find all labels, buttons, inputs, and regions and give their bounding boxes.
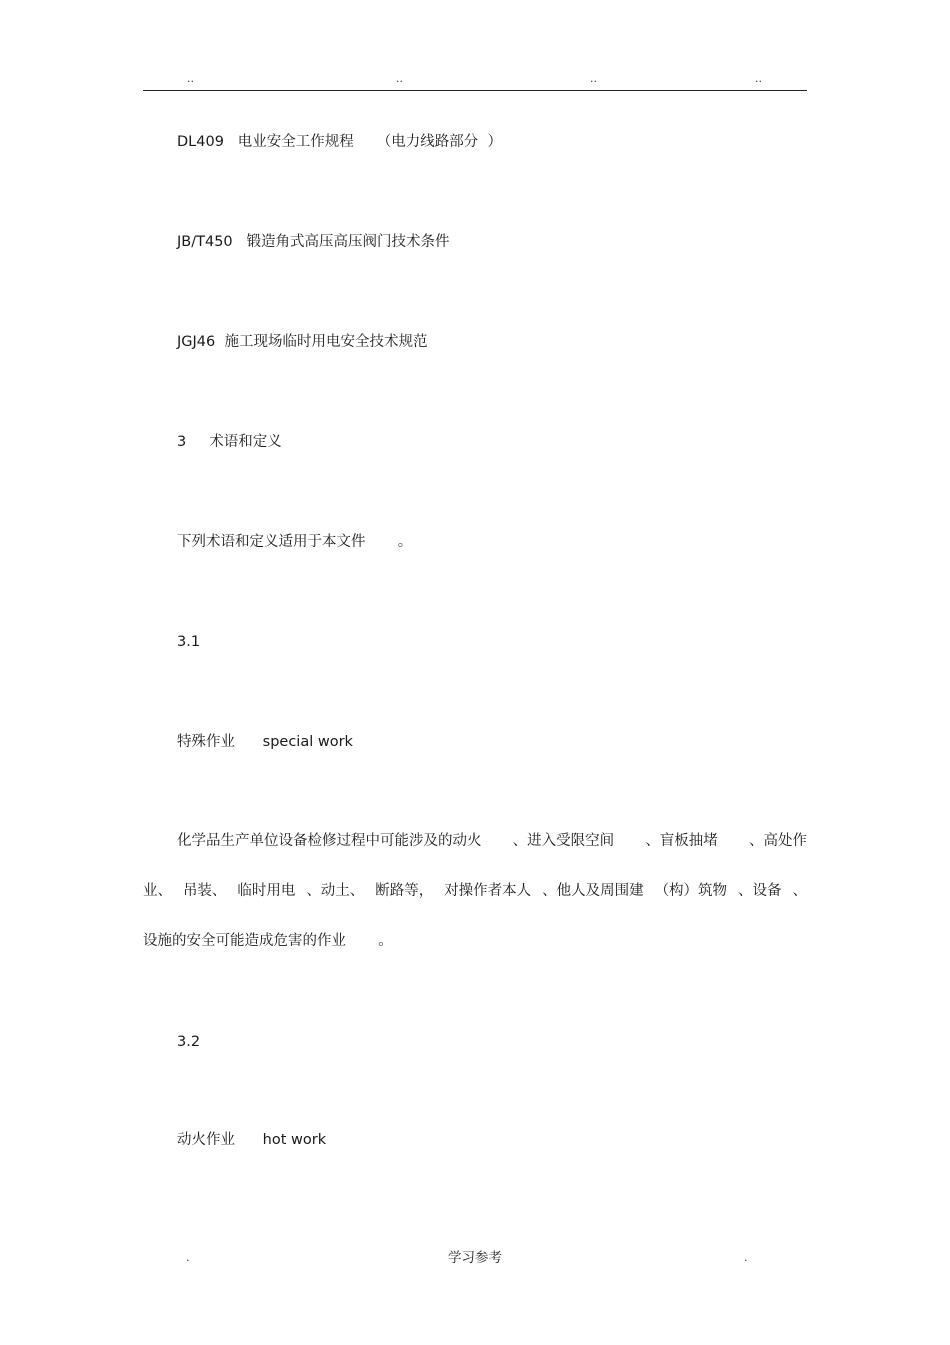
term-3-1-definition: [143, 831, 807, 951]
header-dots-3: ..: [590, 72, 597, 85]
reference-jbt450: JB/T450 锻造角式高压高压阀门技术条件: [177, 234, 450, 250]
reference-jgj46: JGJ46 施工现场临时用电安全技术规范: [177, 334, 428, 350]
section-3-heading: 3 术语和定义: [177, 434, 282, 450]
section-3-intro: 下列术语和定义适用于本文件 。: [177, 534, 413, 550]
definition-segment: 、他人及周围建: [542, 883, 644, 899]
definition-line-2: [143, 881, 807, 901]
header-rule: [143, 90, 807, 91]
definition-segment: 、进入受限空间: [512, 833, 615, 849]
definition-line-3: 设施的安全可能造成危害的作业 。: [143, 933, 393, 949]
footer-left-dot: .: [186, 1251, 190, 1264]
definition-segment: 断路等，: [375, 883, 434, 899]
term-3-2-title: 动火作业 hot work: [177, 1132, 327, 1148]
definition-segment: 、高处作: [748, 833, 807, 849]
footer-label: 学习参考: [448, 1250, 502, 1266]
term-3-2-number: 3.2: [177, 1034, 201, 1050]
definition-segment: 临时用电: [237, 883, 296, 899]
definition-segment: 业、: [143, 883, 172, 899]
definition-segment: 吊装、: [182, 883, 227, 899]
definition-segment: 、动土、: [306, 883, 365, 899]
header-dots-2: ..: [396, 72, 403, 85]
definition-segment: 、盲板抽堵: [645, 833, 718, 849]
term-3-1-title: 特殊作业 special work: [177, 734, 353, 750]
definition-line-1: [177, 831, 807, 851]
definition-segment: 化学品生产单位设备检修过程中可能涉及的动火: [177, 833, 482, 849]
header-dots-1: ..: [187, 72, 194, 85]
reference-dl409: DL409 电业安全工作规程 （电力线路部分 ）: [177, 134, 503, 150]
definition-segment: （构）筑物: [654, 883, 728, 899]
definition-segment: 对操作者本人: [444, 883, 532, 899]
definition-segment: 、设备: [738, 883, 782, 899]
footer-right-dot: .: [744, 1251, 748, 1264]
term-3-1-number: 3.1: [177, 634, 201, 650]
header-dots-4: ..: [755, 72, 762, 85]
definition-segment: 、: [792, 883, 807, 899]
